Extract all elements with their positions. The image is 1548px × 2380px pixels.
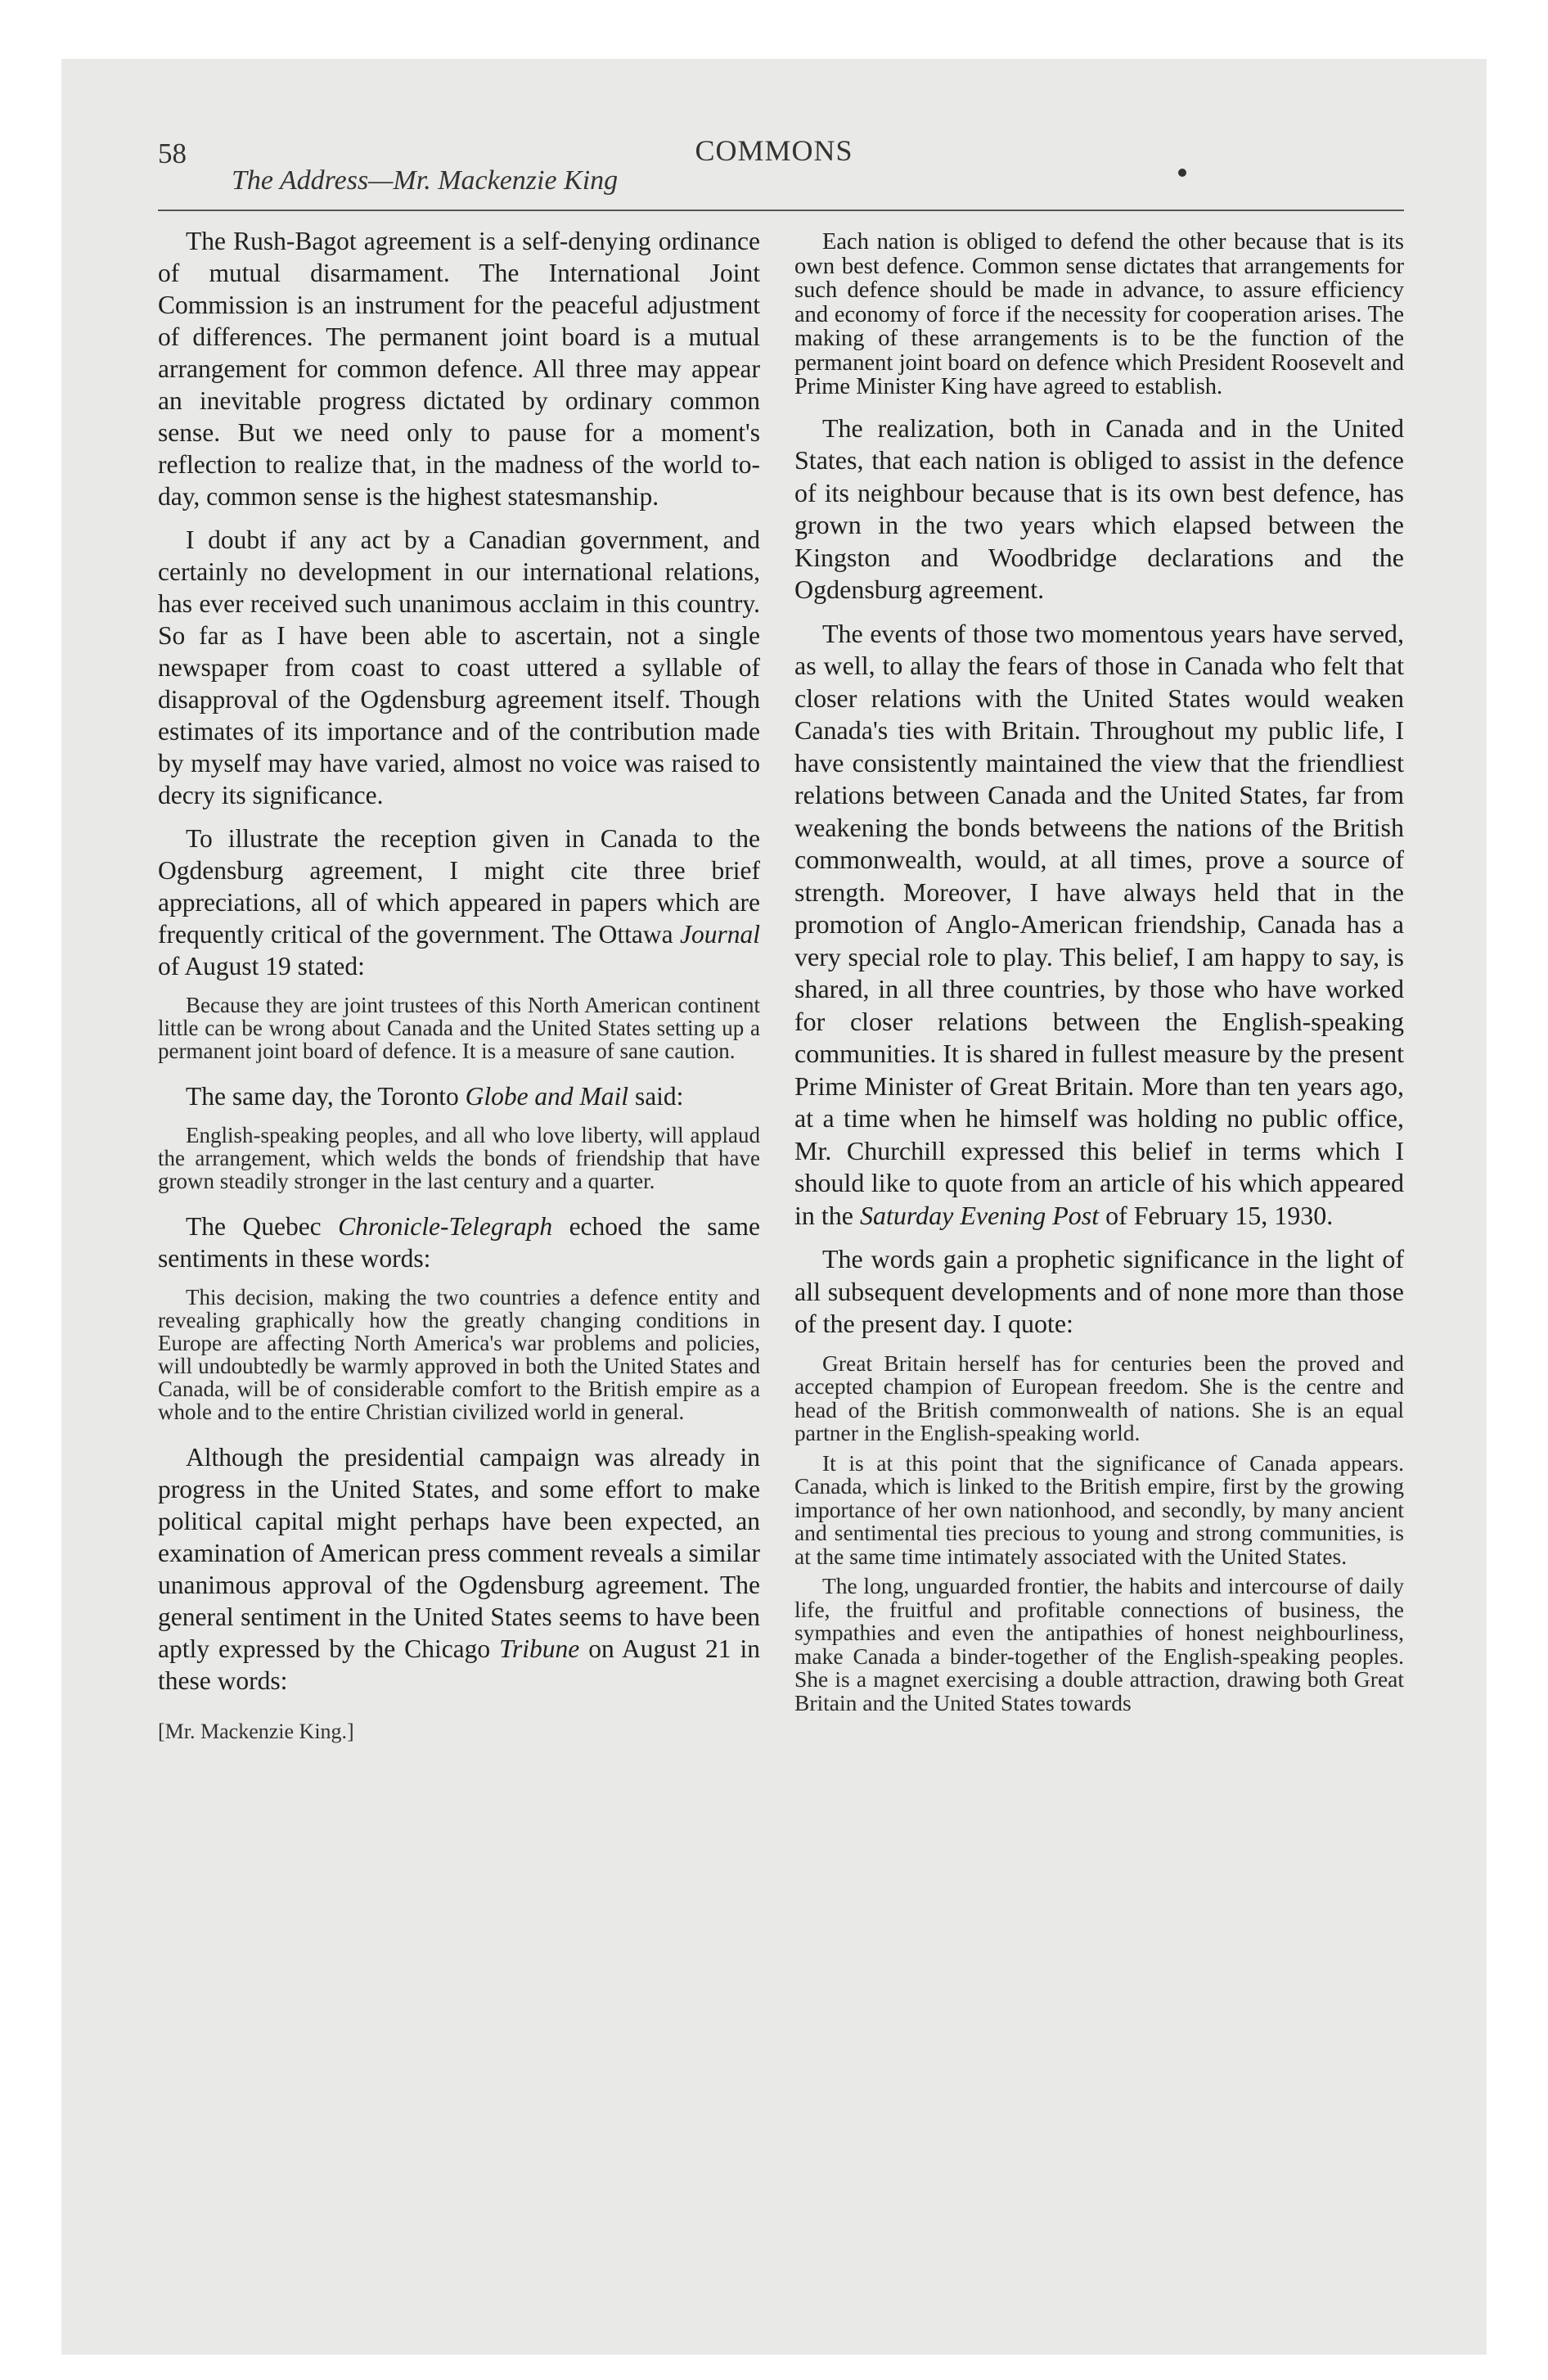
paragraph [158,1441,760,1697]
quotation: Each nation is obliged to defend the other because that is its own best defence. Common sense dictates that arrangements for such defence should be made in advance, to assure efficiency and economy of force if the necessity for cooperation arises. The making of these arrangements is to be the function of the permanent joint board on defence which President Roosevelt and Prime Minister King have agreed to establish. [794,229,1404,399]
speaker-attribution: [Mr. Mackenzie King.] [158,1720,354,1743]
publication-title: Chronicle-Telegraph [338,1212,553,1241]
quotation: It is at this point that the significance of Canada appears. Canada, which is linked to the British empire, first by the growing importance of her own nationhood, and secondly, by many ancient and sentimental ties precious to young and strong communities, is at the same time intimately associated with the United States. [794,1449,1404,1569]
paragraph-text: on August 21 in these words: [158,1634,760,1695]
quotation: English-speaking peoples, and all who love liberty, will applaud the arrangement, which welds the bonds of friendship that have grown steadily stronger in the last century and a quarter. [158,1123,760,1193]
paragraph-text: said: [628,1082,684,1111]
right-column [794,225,1404,1721]
paragraph [158,823,760,982]
paragraph [794,618,1404,1233]
paragraph: I doubt if any act by a Canadian government, and certainly no development in our international relations, has ever received such unanimous acclaim in this country. So far as I have been able to ascertain, not a single newspaper from coast to coast uttered a syllable of disapproval of the Ogdensburg agreement itself. Though estimates of its importance and of the contribution made by myself may have varied, almost no voice was raised to decry its significance. [158,525,760,809]
paragraph: The realization, both in Canada and in the United States, that each nation is obliged to assist in the defence of its neighbour because that is its own best defence, has grown in the two years which elapsed between the Kingston and Woodbridge declarations and the Ogdensburg agreement. [794,412,1404,604]
paragraph-text: echoed the same sentiments in these words: [158,1212,760,1273]
paragraph-text: of August 19 stated: [158,952,365,980]
paragraph [158,1080,760,1112]
paragraph [158,1210,760,1274]
publication-title: Journal [680,920,760,949]
paragraph-text: of February 15, 1930. [1099,1200,1334,1230]
paragraph-text: The same day, the Toronto [186,1082,466,1111]
paragraph: The words gain a prophetic significance in the light of all subsequent developments and of none more than those of the present day. I quote: [794,1244,1404,1338]
paragraph-text: The Quebec [186,1212,339,1241]
running-head: COMMONS [695,134,853,167]
publication-title: Globe and Mail [465,1082,629,1111]
quotation: This decision, making the two countries a defence entity and revealing graphically how the greatly changing conditions in Europe are affecting North America's war problems and policies, will undoubtedly be warmly approved in both the United States and Canada, will be of considerable comfort to the British empire as a whole and to the entire Christian civilized world in general. [158,1285,760,1424]
publication-title: Saturday Evening Post [859,1200,1100,1230]
page-number: 58 [158,137,187,169]
quotation: Great Britain herself has for centuries been the proved and accepted champion of European freedom. She is the centre and head of the British commonwealth of nations. She is an equal partner in the English-speaking world. [794,1350,1404,1445]
paragraph-text: The events of those two momentous years have served, as well, to allay the fears of those in Canada who felt that closer relations with the United States would weaken Canada's ties with Britain. Throughout my public life, I have consistently maintained the view that the friendliest relations between Canada and the United States, far from weakening the bonds betweens the nations of the British commonwealth, would, at all times, prove a source of strength. Moreover, I have always held that in the promotion of Anglo-American friendship, Canada has a very special role to play. This belief, I am happy to say, is shared, in all three countries, by those who have worked for closer relations between the English-speaking communities. It is shared in fullest measure by the present Prime Minister of Great Britain. More than ten years ago, at a time when he himself was holding no public office, Mr. Churchill expressed this belief in terms which I should like to quote from an article of his which appeared in the [794,618,1404,1230]
left-column [158,225,760,1744]
header-rule [158,210,1404,211]
paragraph: The Rush-Bagot agreement is a self-denying ordinance of mutual disarmament. The International Joint Commission is an instrument for the peaceful adjustment of differences. The permanent joint board is a mutual arrangement for common defence. All three may appear an inevitable progress dictated by ordinary common sense. But we need only to pause for a moment's reflection to realize that, in the madness of the world to-day, common sense is the highest statesmanship. [158,227,760,511]
quotation: The long, unguarded frontier, the habits and intercourse of daily life, the fruitful and profitable connections of business, the sympathies and even the antipathies of honest neighbourliness, make Canada a binder-together of the English-speaking peoples. She is a magnet exercising a double attraction, drawing both Great Britain and the United States towards [794,1573,1404,1715]
paragraph-text: To illustrate the reception given in Canada to the Ogdensburg agreement, I might cite three brief appreciations, all of which appeared in papers which are frequently critical of the government. The Ottawa [158,824,760,949]
paragraph-text: Although the presidential campaign was already in progress in the United States, and some effort to make political capital might perhaps have been expected, an examination of American press comment reveals a similar unanimous approval of the Ogdensburg agreement. The general sentiment in the United States seems to have been aptly expressed by the Chicago [158,1443,760,1663]
section-head: The Address—Mr. Mackenzie King [232,165,619,196]
publication-title: Tribune [499,1634,580,1663]
quotation: Because they are joint trustees of this North American continent little can be wrong about Canada and the United States setting up a permanent joint board of defence. It is a measure of sane caution. [158,993,760,1063]
header-dot-mark [1178,169,1186,177]
